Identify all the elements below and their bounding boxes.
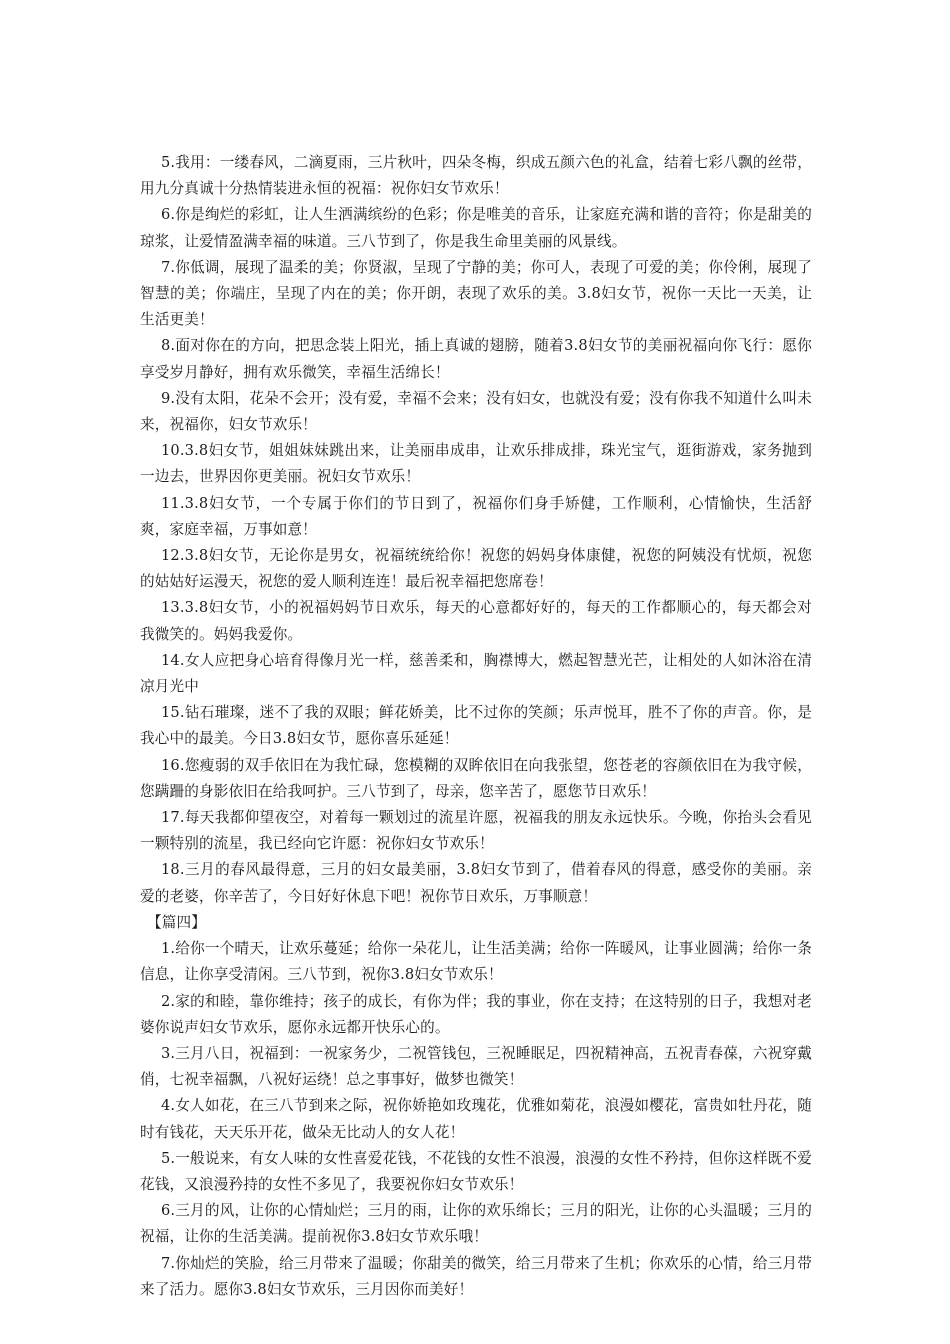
wish-item: 9.没有太阳，花朵不会开；没有爱，幸福不会来；没有妇女，也就没有爱；没有你我不知道什么叫未来，祝福你，妇女节欢乐！ [140, 389, 812, 434]
document-page [140, 150, 812, 1303]
wish-item: 17.每天我都仰望夜空，对着每一颗划过的流星许愿，祝福我的朋友永远快乐。今晚，你抬头会看见一颗特别的流星，我已经向它许愿：祝你妇女节欢乐！ [140, 809, 812, 853]
wish-item: 5.我用：一缕春风，二滴夏雨，三片秋叶，四朵冬梅，织成五颜六色的礼盒，结着七彩八飘的丝带，用九分真诚十分热情装进永恒的祝福：祝你妇女节欢乐！ [140, 154, 812, 198]
wish-item: 3.三月八日，祝福到：一祝家务少，二祝管钱包，三祝睡眠足，四祝精神高，五祝青春葆，六祝穿戴俏，七祝幸福飘，八祝好运绕！总之事事好，做梦也微笑！ [140, 1044, 812, 1089]
wish-item: 6.你是绚烂的彩虹，让人生洒满缤纷的色彩；你是唯美的音乐，让家庭充满和谐的音符；你是甜美的琼浆，让爱情盈满幸福的味道。三八节到了，你是我生命里美丽的风景线。 [140, 206, 812, 250]
wish-item: 13.3.8妇女节，小的祝福妈妈节日欢乐，每天的心意都好好的，每天的工作都顺心的，每天都会对我微笑的。妈妈我爱你。 [140, 599, 812, 643]
wish-item: 16.您瘦弱的双手依旧在为我忙碌，您模糊的双眸依旧在向我张望，您苍老的容颜依旧在为我守候，您蹒跚的身影依旧在给我呵护。三八节到了，母亲，您辛苦了，愿您节日欢乐！ [140, 756, 812, 800]
wish-item: 18.三月的春风最得意，三月的妇女最美丽，3.8妇女节到了，借着春风的得意，感受你的美丽。亲爱的老婆，你辛苦了，今日好好休息下吧！祝你节日欢乐，万事顺意！ [140, 861, 812, 905]
wish-item: 14.女人应把身心培育得像月光一样，慈善柔和，胸襟博大，燃起智慧光芒，让相处的人如沐浴在清凉月光中 [140, 651, 812, 696]
section-heading: 【篇四】 [147, 913, 206, 931]
wish-item: 5.一般说来，有女人味的女性喜爱花钱，不花钱的女性不浪漫，浪漫的女性不矜持，但你这样既不爱花钱，又浪漫矜持的女性不多见了，我要祝你妇女节欢乐！ [140, 1149, 812, 1193]
wish-item: 2.家的和睦，靠你维持；孩子的成长，有你为伴；我的事业，你在支持；在这特别的日子，我想对老婆你说声妇女节欢乐，愿你永远都开快乐心的。 [140, 992, 812, 1036]
wish-item: 10.3.8妇女节，姐姐妹妹跳出来，让美丽串成串，让欢乐排成排，珠光宝气，逛街游戏，家务抛到一边去，世界因你更美丽。祝妇女节欢乐！ [140, 442, 812, 486]
wish-item: 7.你灿烂的笑脸，给三月带来了温暖；你甜美的微笑，给三月带来了生机；你欢乐的心情，给三月带来了活力。愿你3.8妇女节欢乐，三月因你而美好！ [140, 1254, 812, 1298]
wish-item: 12.3.8妇女节，无论你是男女，祝福统统给你！祝您的妈妈身体康健，祝您的阿姨没有忧烦，祝您的姑姑好运漫天，祝您的爱人顺利连连！最后祝幸福把您席卷！ [140, 547, 812, 591]
wish-item: 8.面对你在的方向，把思念装上阳光，插上真诚的翅膀，随着3.8妇女节的美丽祝福向你飞行：愿你享受岁月静好，拥有欢乐微笑，幸福生活绵长！ [140, 337, 812, 381]
wish-item: 1.给你一个晴天，让欢乐蔓延；给你一朵花儿，让生活美满；给你一阵暖风，让事业圆满；给你一条信息，让你享受清闲。三八节到，祝你3.8妇女节欢乐！ [140, 940, 812, 984]
wish-item: 6.三月的风，让你的心情灿烂；三月的雨，让你的欢乐绵长；三月的阳光，让你的心头温暖；三月的祝福，让你的生活美满。提前祝你3.8妇女节欢乐哦！ [140, 1202, 812, 1246]
wish-item: 11.3.8妇女节，一个专属于你们的节日到了，祝福你们身手矫健，工作顺利，心情愉快，生活舒爽，家庭幸福，万事如意！ [140, 494, 812, 538]
wish-item: 7.你低调，展现了温柔的美；你贤淑，呈现了宁静的美；你可人，表现了可爱的美；你伶俐，展现了智慧的美；你端庄，呈现了内在的美；你开朗，表现了欢乐的美。3.8妇女节，祝你一天比一天美，让生活更美！ [140, 258, 812, 329]
wish-item: 15.钻石璀璨，迷不了我的双眼；鲜花娇美，比不过你的笑颜；乐声悦耳，胜不了你的声音。你，是我心中的最美。今日3.8妇女节，愿你喜乐延延！ [140, 704, 812, 748]
wish-item: 4.女人如花，在三八节到来之际，祝你娇艳如玫瑰花，优雅如菊花，浪漫如樱花，富贵如牡丹花，随时有钱花，天天乐开花，做朵无比动人的女人花！ [140, 1097, 812, 1141]
